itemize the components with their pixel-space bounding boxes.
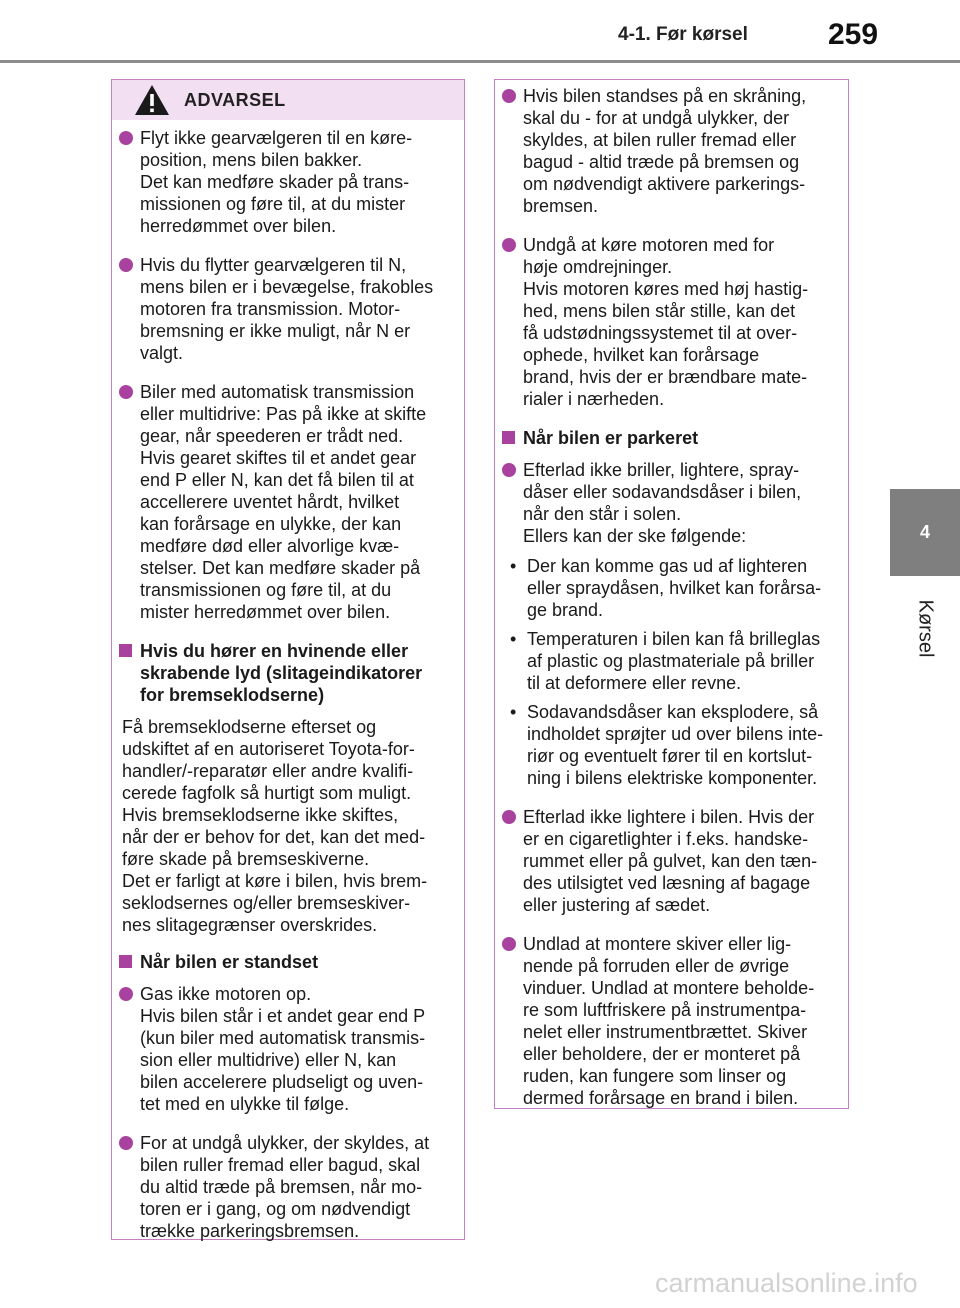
list-item: • Temperaturen i bilen kan få brilleglas af plastic og plastmateriale på briller til at deformere eller revne. <box>510 629 821 693</box>
subheading-stopped: Når bilen er standset <box>118 951 452 973</box>
chapter-label-text: Kørsel <box>914 599 937 657</box>
warning-triangle-icon <box>134 84 170 116</box>
warning-item: Hvis du flytter gearvælgeren til N, mens bilen er i bevægelse, frakobles motoren fra transmission. Motor- bremsning er ikke muligt, når N er valgt. <box>118 254 452 364</box>
page-number: 259 <box>828 18 879 51</box>
circle-bullet-icon <box>502 238 516 252</box>
warning-item: Undlad at montere skiver eller lig- nende på forruden eller de øvrige vinduer. Undlad at montere beholde- re som luftfriskere på instrumentpa- nelet eller instrumentbrættet. Skiver eller beholdere, der er monteret på ruden, kan fungere som linser og dermed forårsage en brand i bilen. <box>501 933 836 1109</box>
warning-item: Flyt ikke gearvælgeren til en køre- position, mens bilen bakker. Det kan medføre skader på trans- missionen og føre til, at du mister herredømmet over bilen. <box>118 127 452 237</box>
circle-bullet-icon <box>502 89 516 103</box>
circle-bullet-icon <box>119 1136 133 1150</box>
warning-item: Undgå at køre motoren med for høje omdrejninger. Hvis motoren køres med høj hastig- hed, mens bilen står stille, kan det få udstødningssystemet til at over- ophede, hvilket kan forårsage brand, hvis der er brændbare mate- rialer i nærheden. <box>501 234 836 410</box>
circle-bullet-icon <box>119 258 133 272</box>
dot-bullet-icon: • <box>510 629 517 649</box>
dot-bullet-icon: • <box>510 702 517 722</box>
circle-bullet-icon <box>119 131 133 145</box>
circle-bullet-icon <box>502 810 516 824</box>
circle-bullet-icon <box>119 385 133 399</box>
warning-item: Efterlad ikke briller, lightere, spray- dåser eller sodavandsdåser i bilen, når den står i solen. Ellers kan der ske følgende: <box>501 459 836 547</box>
dot-bullet-icon: • <box>510 556 517 576</box>
warning-item: For at undgå ulykker, der skyldes, at bilen ruller fremad eller bagud, skal du altid træde på bremsen, når mo- toren er i gang, og om nødvendigt trække parkeringsbremsen. <box>118 1132 452 1242</box>
circle-bullet-icon <box>502 463 516 477</box>
warning-box-right <box>494 79 849 1109</box>
chapter-tab: 4 <box>890 489 960 576</box>
warning-item: Hvis bilen standses på en skråning, skal du - for at undgå ulykker, der skyldes, at bilen ruller fremad eller bagud - altid træde på bremsen og om nødvendigt aktivere parkerings- bremsen. <box>501 85 836 217</box>
warning-item: Efterlad ikke lightere i bilen. Hvis der er en cigaretlighter i f.eks. handske- rummet eller på gulvet, kan den tæn- des utilsigtet ved læsning af bagage eller justering af sædet. <box>501 806 836 916</box>
square-bullet-icon <box>119 955 132 968</box>
warning-box-left <box>111 79 465 1240</box>
warning-content-left <box>112 120 464 1242</box>
warning-content-right <box>495 80 848 1109</box>
warning-title: ADVARSEL <box>184 89 286 110</box>
list-item: • Sodavandsdåser kan eksplodere, så indholdet sprøjter ud over bilens inte- riør og eventuelt fører til en kortslut- ning i bilens elektriske komponenter. <box>510 702 824 788</box>
watermark: carmanualsonline.info <box>655 1268 918 1298</box>
warning-item: Biler med automatisk transmission eller multidrive: Pas på ikke at skifte gear, når speederen er trådt ned. Hvis gearet skiftes til et andet gear end P eller N, kan det få bilen til at accellerere uventet hårdt, hvilket kan forårsage en ulykke, der kan medføre død eller alvorlige kvæ- stelser. Det kan medføre skader på transmissionen og føre til, at du mister herredømmet over bilen. <box>118 381 452 623</box>
header-rule <box>0 60 960 63</box>
subheading-parked: Når bilen er parkeret <box>501 427 836 449</box>
square-bullet-icon <box>119 644 132 657</box>
section-title: 4-1. Før kørsel <box>618 24 748 45</box>
warning-header <box>112 80 464 120</box>
circle-bullet-icon <box>502 937 516 951</box>
chapter-label <box>890 578 960 678</box>
paragraph-brake-pads: Få bremseklodserne efterset og udskiftet af en autoriseret Toyota-for- handler/-reparatør eller andre kvalifi- cerede fagfolk så hurtigt som muligt. Hvis bremseklodserne ikke skiftes, når der er behov for det, kan det med- føre skade på bremseskiverne. Det er farligt at køre i bilen, hvis brem- seklodsernes og/eller bremseskiver- nes slitagegrænser overskrides. <box>122 717 428 935</box>
list-item: • Der kan komme gas ud af lighteren eller spraydåsen, hvilket kan forårsa- ge brand. <box>510 556 822 620</box>
square-bullet-icon <box>502 431 515 444</box>
circle-bullet-icon <box>119 987 133 1001</box>
warning-item: Gas ikke motoren op. Hvis bilen står i et andet gear end P (kun biler med automatisk transmis- sion eller multidrive) eller N, kan bilen accelerere pludseligt og uven- tet med en ulykke til følge. <box>118 983 452 1115</box>
subheading-brake-pads: Hvis du hører en hvinende eller skrabende lyd (slitageindikatorer for bremseklodserne) <box>118 640 452 706</box>
